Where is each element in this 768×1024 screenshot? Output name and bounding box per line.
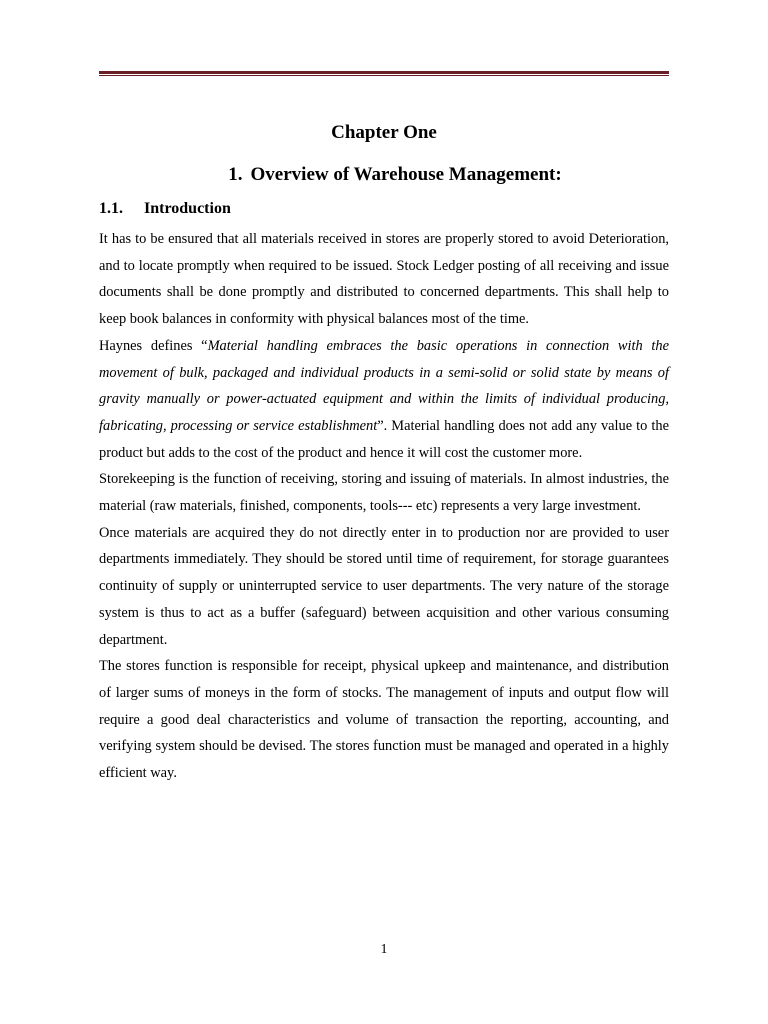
paragraph-2-lead: Haynes defines “: [99, 337, 208, 354]
header-rule: [99, 71, 669, 77]
chapter-title: Chapter One: [331, 122, 437, 143]
section-number: 1.: [228, 164, 243, 185]
page-number: 1: [380, 942, 388, 957]
subsection-number: 1.1.: [99, 200, 123, 217]
paragraph-3: Storekeeping is the function of receiving, storing and issuing of materials. In almost industries, the material (raw materials, finished, components, tools--- etc) represents a very large investment.: [99, 471, 669, 515]
paragraph-2: [99, 333, 669, 467]
body-text: [99, 226, 669, 787]
paragraph-2-tail: ”. Material handling does not add any value to the product but adds to the cost of the product and hence it will cost the customer more.: [99, 417, 670, 461]
section-title-text: Overview of Warehouse Management:: [250, 164, 562, 185]
paragraph-1: It has to be ensured that all materials received in stores are properly stored to avoid Deterioration, and to locate promptly when required to be issued. Stock Ledger posting of all receiving and issue documents shall be done promptly and distributed to concerned departments. This shall help to keep book balances in conformity with physical balances most of the time.: [99, 231, 669, 328]
header-rule-thin-line: [99, 75, 669, 76]
paragraph-2-quote: Material handling embraces the basic operations in connection with the movement of bulk, packaged and individual products in a semi-solid or solid state by means of gravity manually or power-actuated equipment and within the limits of individual producing, fabricating, processing or service establishment: [99, 337, 669, 434]
paragraph-4: Once materials are acquired they do not directly enter in to production nor are provided to user departments immediately. They should be stored until time of requirement, for storage guarantees continuity of supply or uninterrupted service to user departments. The very nature of the storage system is thus to act as a buffer (safeguard) between acquisition and other various consuming department.: [99, 524, 669, 648]
subsection-title-text: Introduction: [144, 200, 231, 217]
section-title: [99, 163, 691, 187]
header-rule-thick-line: [99, 71, 669, 74]
paragraph-5: The stores function is responsible for receipt, physical upkeep and maintenance, and distribution of larger sums of moneys in the form of stocks. The management of inputs and output flow will require a good deal characteristics and volume of transaction the reporting, accounting, and verifying system should be devised. The stores function must be managed and operated in a highly efficient way.: [99, 658, 669, 782]
subsection-title: [99, 198, 231, 220]
